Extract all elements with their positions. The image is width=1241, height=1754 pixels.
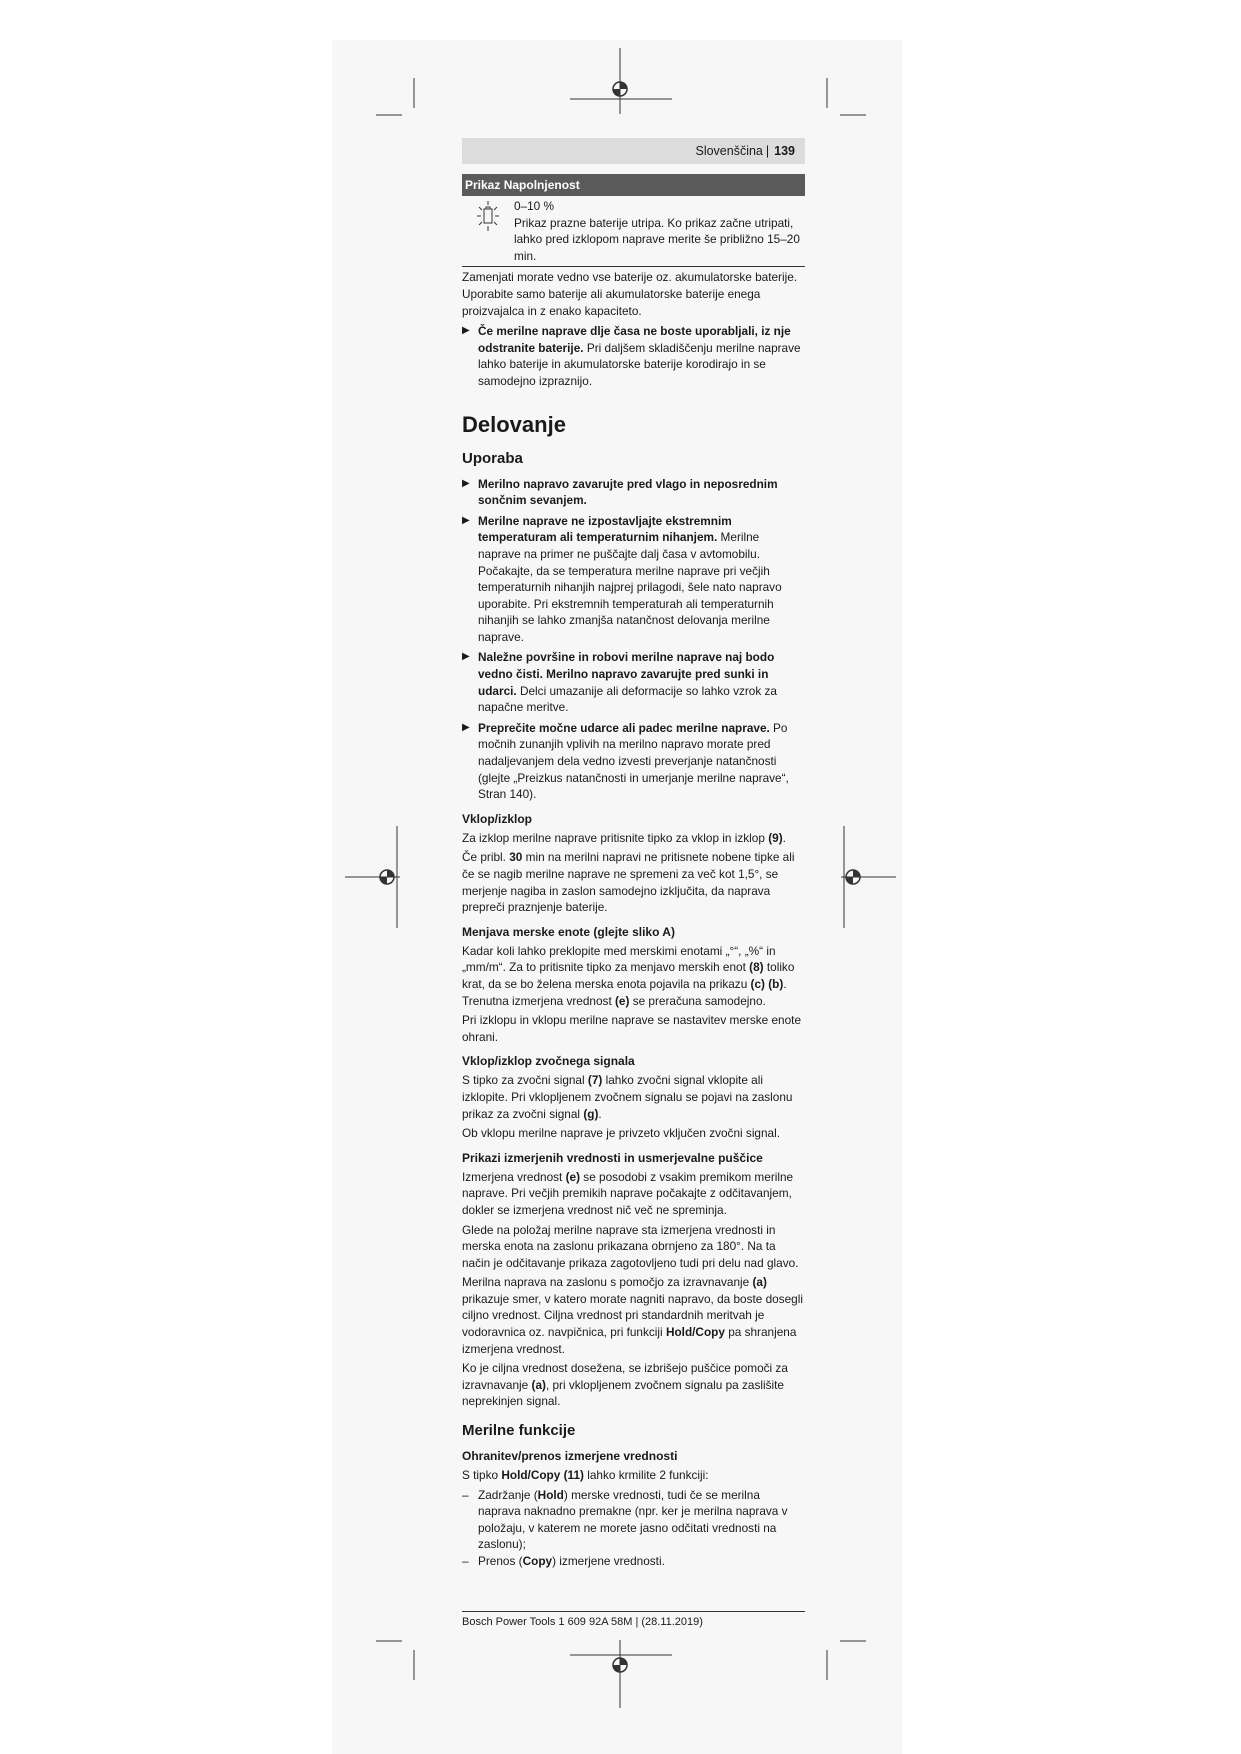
page-footer: Bosch Power Tools 1 609 92A 58M | (28.11.2019) bbox=[462, 1611, 805, 1628]
battery-description: Prikaz prazne baterije utripa. Ko prikaz začne utripati, lahko pred izklopom naprave merite še približno 15–20 min. bbox=[514, 215, 800, 263]
battery-replace-paragraph: Zamenjati morate vedno vse baterije oz. akumulatorske baterije. Uporabite samo baterije ali akumulatorske baterije enega proizvajalca in z enako kapaciteto. bbox=[462, 270, 798, 318]
ref-number: (a) bbox=[752, 1275, 767, 1290]
text-run: se preračuna samodejno. bbox=[629, 993, 766, 1008]
display-paragraph-1 bbox=[462, 1169, 805, 1219]
text-run: se posodobi z vsakim premikom merilne naprave. Pri večjih premikih naprave počakajte z odčitavanjem, dokler se izmerjena vrednost nič več ne spreminja. bbox=[462, 1169, 794, 1217]
text-run: S tipko bbox=[462, 1468, 502, 1483]
dash-marker: – bbox=[462, 1554, 469, 1568]
battery-range: 0–10 % bbox=[514, 199, 555, 213]
onoff-paragraph-2 bbox=[462, 849, 805, 915]
text-run: Merilna naprava na zaslonu s pomočjo za izravnavanje bbox=[462, 1275, 753, 1290]
units-title: Menjava merske enote (glejte sliko A) bbox=[462, 924, 675, 939]
sound-paragraph-1 bbox=[462, 1072, 805, 1122]
usage-bullet-bold: Merilno napravo zavarujte pred vlago in neposrednim sončnim sevanjem. bbox=[478, 476, 778, 508]
text-run: toliko krat, da se bo želena merska enota pojavila na prikazu bbox=[462, 960, 795, 991]
text-run: Prenos ( bbox=[478, 1554, 523, 1568]
text-run: min na merilni napravi ne pritisnete nobene tipke ali če se nagib merilne naprave ne spremeni za več kot 1,5°, se merjenje nagiba in zaslon samodejno izključita, da naprava prepreči praznjenje baterije. bbox=[462, 850, 795, 915]
ref-number: 30 bbox=[509, 850, 523, 865]
section-title: Delovanje bbox=[462, 411, 566, 437]
ref-number: Hold bbox=[537, 1487, 564, 1502]
ref-number: (e) bbox=[615, 993, 630, 1008]
usage-title: Uporaba bbox=[462, 449, 523, 467]
battery-table-title: Prikaz Napolnjenost bbox=[462, 174, 805, 196]
text-run: , pri vklopljenem zvočnem signalu pa zaslišite neprekinjen signal. bbox=[462, 1377, 784, 1409]
text-run: prikazuje smer, v katero morate nagniti napravo, da boste dosegli ciljno vrednost. Ciljna vrednost pri standardnih meritvah je vodoravnica oz. navpičnica, pri funkciji bbox=[462, 1291, 803, 1340]
text-run: . Trenutna izmerjena vrednost bbox=[462, 976, 787, 1008]
header-separator: | bbox=[765, 143, 770, 158]
ref-number: (7) bbox=[587, 1073, 603, 1088]
usage-bullet-1 bbox=[462, 476, 805, 509]
onoff-paragraph-1 bbox=[462, 830, 805, 847]
page-number: 139 bbox=[774, 143, 795, 158]
display-title: Prikazi izmerjenih vrednosti in usmerjevalne puščice bbox=[462, 1150, 763, 1165]
onoff-title: Vklop/izklop bbox=[462, 811, 533, 826]
ref-number: Copy bbox=[522, 1554, 553, 1568]
usage-bullet-text: Merilne naprave na primer ne puščajte dalj časa v avtomobilu. Počakajte, da se temperatura merilne naprave pri večjih temperaturnih nihanjih najprej prilagodi, šele nato napravo uporabite. Pri ekstremnih temperaturah ali temperaturnih nihanjih se lahko zmanjša natančnost delovanja merilne naprave. bbox=[478, 530, 782, 644]
ref-number: (9) bbox=[768, 830, 783, 845]
storage-note bbox=[462, 323, 805, 389]
display-paragraph-3 bbox=[462, 1274, 805, 1357]
text-run: lahko krmilite 2 funkciji: bbox=[583, 1468, 709, 1483]
ref-number: (g) bbox=[583, 1106, 599, 1121]
usage-bullet-bold: Preprečite močne udarce ali padec merilne naprave. bbox=[478, 720, 770, 735]
usage-bullet-bold: Naležne površine in robovi merilne naprave naj bodo vedno čisti. Merilno napravo zavarujte pred sunki in udarci. bbox=[478, 650, 775, 698]
usage-bullet-2 bbox=[462, 513, 805, 646]
ref-number: (a) bbox=[531, 1377, 546, 1392]
sound-title: Vklop/izklop zvočnega signala bbox=[462, 1054, 635, 1069]
text-run: Kadar koli lahko preklopite med merskimi enotami „°“, „%“ in „mm/m“. Za to pritisnite tipko za menjavo merskih enot bbox=[462, 943, 776, 975]
text-run: Zadržanje ( bbox=[478, 1487, 538, 1502]
usage-bullet-4 bbox=[462, 720, 805, 803]
text-run: ) izmerjene vrednosti. bbox=[552, 1554, 665, 1568]
storage-note-bold: Če merilne naprave dlje časa ne boste uporabljali, iz nje odstranite baterije. bbox=[478, 324, 791, 355]
text-run: lahko zvočni signal vklopite ali izklopite. Pri vklopljenem zvočnem signalu se pojavi na zaslonu prikaz za zvočni signal bbox=[462, 1073, 793, 1121]
units-paragraph-2: Pri izklopu in vklopu merilne naprave se nastavitev merske enote ohrani. bbox=[462, 1013, 801, 1044]
ref-number: (8) bbox=[749, 960, 764, 975]
usage-bullet-text: Po močnih zunanjih vplivih na merilno napravo morate pred nadaljevanjem dela vedno izvesti preverjanje natančnosti (glejte „Preizkus natančnosti in umerjanje merilne naprave“, Stran 140). bbox=[478, 720, 789, 802]
ref-number: (b) bbox=[768, 976, 784, 991]
sound-paragraph-2: Ob vklopu merilne naprave je privzeto vključen zvočni signal. bbox=[462, 1126, 781, 1141]
dash-marker: – bbox=[462, 1487, 469, 1502]
ref-number: Hold/Copy bbox=[665, 1325, 725, 1340]
ref-number: (e) bbox=[565, 1169, 581, 1184]
text-run: S tipko za zvočni signal bbox=[462, 1073, 588, 1088]
ref-number: (c) bbox=[750, 976, 765, 991]
text-run: Če pribl. bbox=[462, 850, 510, 865]
text-run: pa shranjena izmerjena vrednost. bbox=[462, 1325, 797, 1356]
functions-title: Merilne funkcije bbox=[462, 1422, 576, 1440]
functions-paragraph bbox=[462, 1467, 805, 1484]
text-run: Ko je ciljna vrednost dosežena, se izbrišejo puščice pomoči za izravnavanje bbox=[462, 1361, 788, 1392]
text-run: Izmerjena vrednost bbox=[462, 1169, 566, 1184]
text-run: . bbox=[782, 830, 786, 845]
functions-dash-item-1 bbox=[462, 1487, 805, 1553]
text-run: ) merske vrednosti, tudi če se merilna naprava naknadno premakne (npr. ker je merilna naprava v položaju, v katerem ne morete jasno odčitati vrednosti na zaslonu); bbox=[478, 1487, 788, 1552]
header-language: Slovenščina bbox=[695, 143, 763, 158]
storage-note-text: Pri daljšem skladiščenju merilne naprave lahko baterije in akumulatorske baterije korodirajo in se samodejno izpraznijo. bbox=[478, 340, 801, 388]
battery-table bbox=[462, 174, 805, 267]
text-run: Za izklop merilne naprave pritisnite tipko za vklop in izklop bbox=[462, 830, 769, 845]
battery-table-row bbox=[462, 196, 805, 267]
page-header bbox=[462, 138, 805, 164]
battery-table-text bbox=[514, 198, 805, 264]
text-column bbox=[462, 138, 805, 1570]
blinking-battery-icon bbox=[462, 198, 514, 264]
functions-subtitle: Ohranitev/prenos izmerjene vrednosti bbox=[462, 1449, 678, 1464]
usage-bullet-3 bbox=[462, 649, 805, 715]
display-paragraph-2: Glede na položaj merilne naprave sta izmerjena vrednosti in merska enota na zaslonu prikazana obrnjeno za 180°. Na ta način je odčitavanje prikaza zagotovljeno tudi pri delu nad glavo. bbox=[462, 1222, 799, 1270]
display-paragraph-4 bbox=[462, 1360, 805, 1410]
functions-dash-item-2 bbox=[462, 1553, 805, 1570]
text-run: . bbox=[598, 1106, 602, 1121]
ref-number: Hold/Copy (11) bbox=[501, 1468, 584, 1483]
usage-bullet-text: Delci umazanije ali deformacije so lahko vzrok za napačne meritve. bbox=[478, 683, 777, 715]
usage-bullet-bold: Merilne naprave ne izpostavljajte ekstremnim temperaturam ali temperaturnim nihanjem. bbox=[478, 513, 732, 545]
units-paragraph-1 bbox=[462, 943, 805, 1009]
